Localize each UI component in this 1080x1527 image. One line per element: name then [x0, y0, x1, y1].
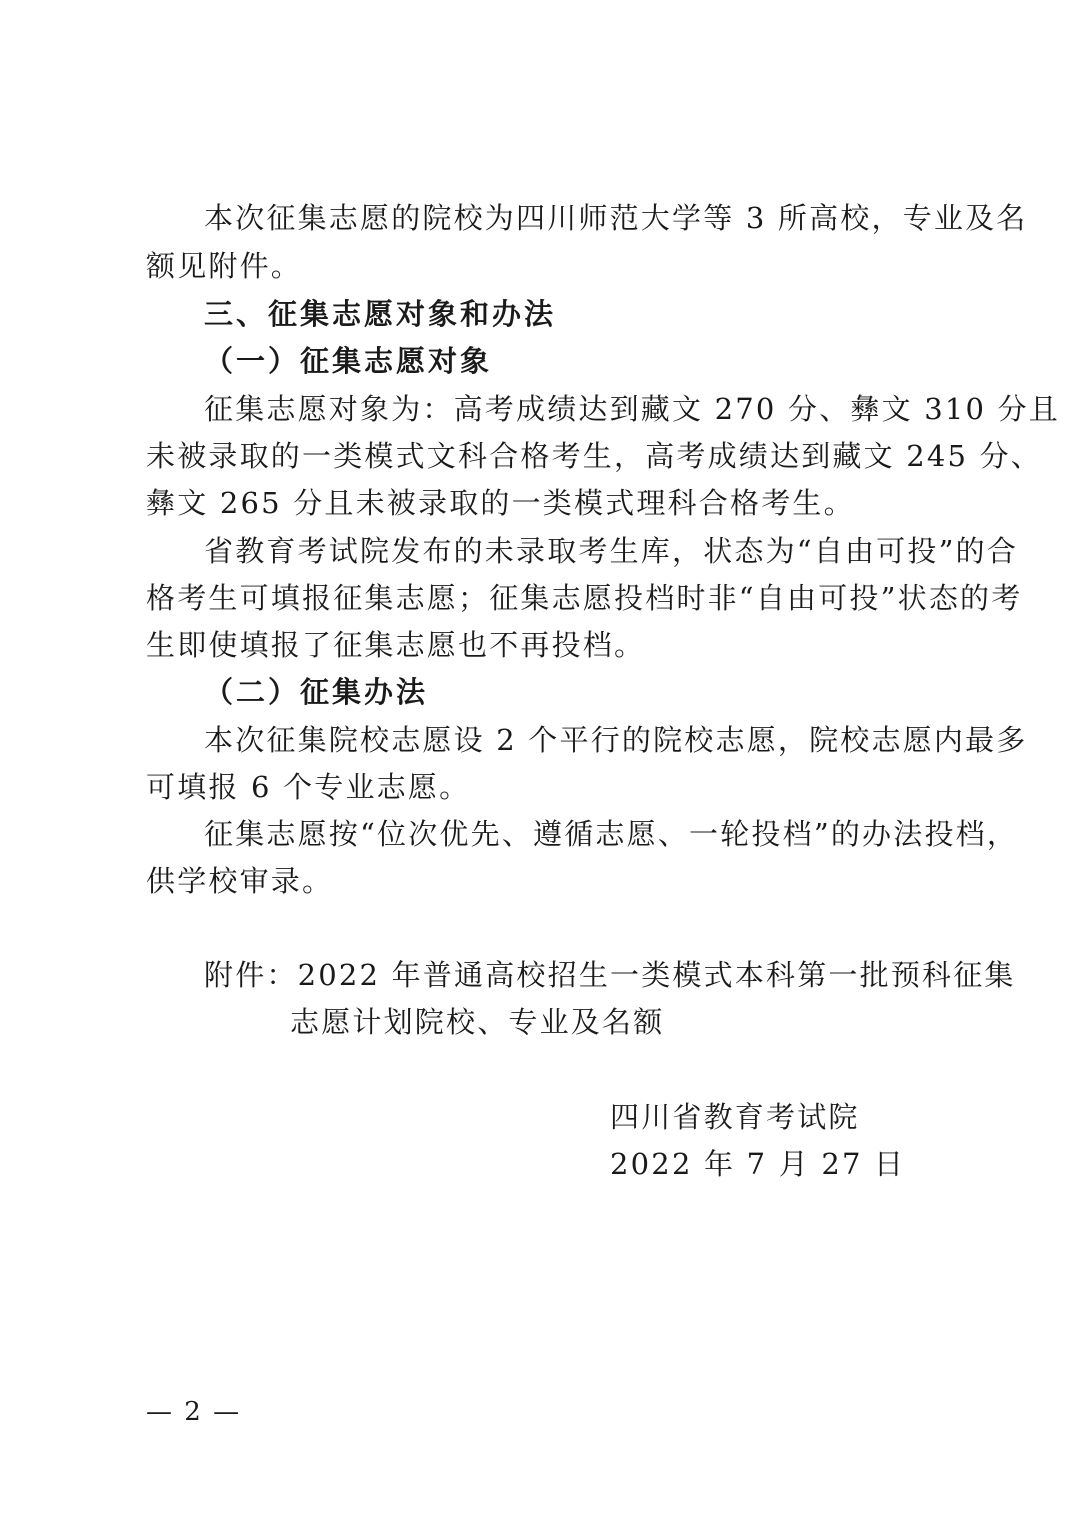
paragraph-line: 本次征集院校志愿设 2 个平行的院校志愿，院校志愿内最多	[204, 723, 1028, 757]
paragraph-line: 供学校审录。	[146, 864, 334, 898]
paragraph-line: 额见附件。	[146, 249, 303, 283]
subsection-heading: （二）征集办法	[204, 675, 429, 709]
paragraph-line: 彝文 265 分且未被录取的一类模式理科合格考生。	[146, 486, 855, 520]
paragraph-line: 本次征集志愿的院校为四川师范大学等 3 所高校，专业及名	[204, 201, 1028, 235]
attachment-line: 附件：2022 年普通高校招生一类模式本科第一批预科征集	[204, 958, 1016, 992]
signature-date: 2022 年 7 月 27 日	[610, 1147, 906, 1181]
paragraph-line: 征集志愿对象为：高考成绩达到藏文 270 分、彝文 310 分且	[204, 392, 1060, 426]
paragraph-line: 省教育考试院发布的未录取考生库，状态为“自由可投”的合	[204, 534, 1019, 568]
paragraph-line: 可填报 6 个专业志愿。	[146, 770, 471, 804]
paragraph-line: 未被录取的一类模式文科合格考生，高考成绩达到藏文 245 分、	[146, 439, 1042, 473]
section-heading: 三、征集志愿对象和办法	[204, 297, 557, 331]
attachment-line: 志愿计划院校、专业及名额	[290, 1005, 665, 1039]
page-number: — 2 —	[146, 1397, 242, 1427]
paragraph-line: 生即使填报了征集志愿也不再投档。	[146, 628, 646, 662]
signature-organization: 四川省教育考试院	[610, 1100, 860, 1134]
paragraph-line: 征集志愿按“位次优先、遵循志愿、一轮投档”的办法投档，	[204, 817, 1019, 851]
subsection-heading: （一）征集志愿对象	[204, 344, 493, 378]
paragraph-line: 格考生可填报征集志愿；征集志愿投档时非“自由可投”状态的考	[146, 581, 1023, 615]
